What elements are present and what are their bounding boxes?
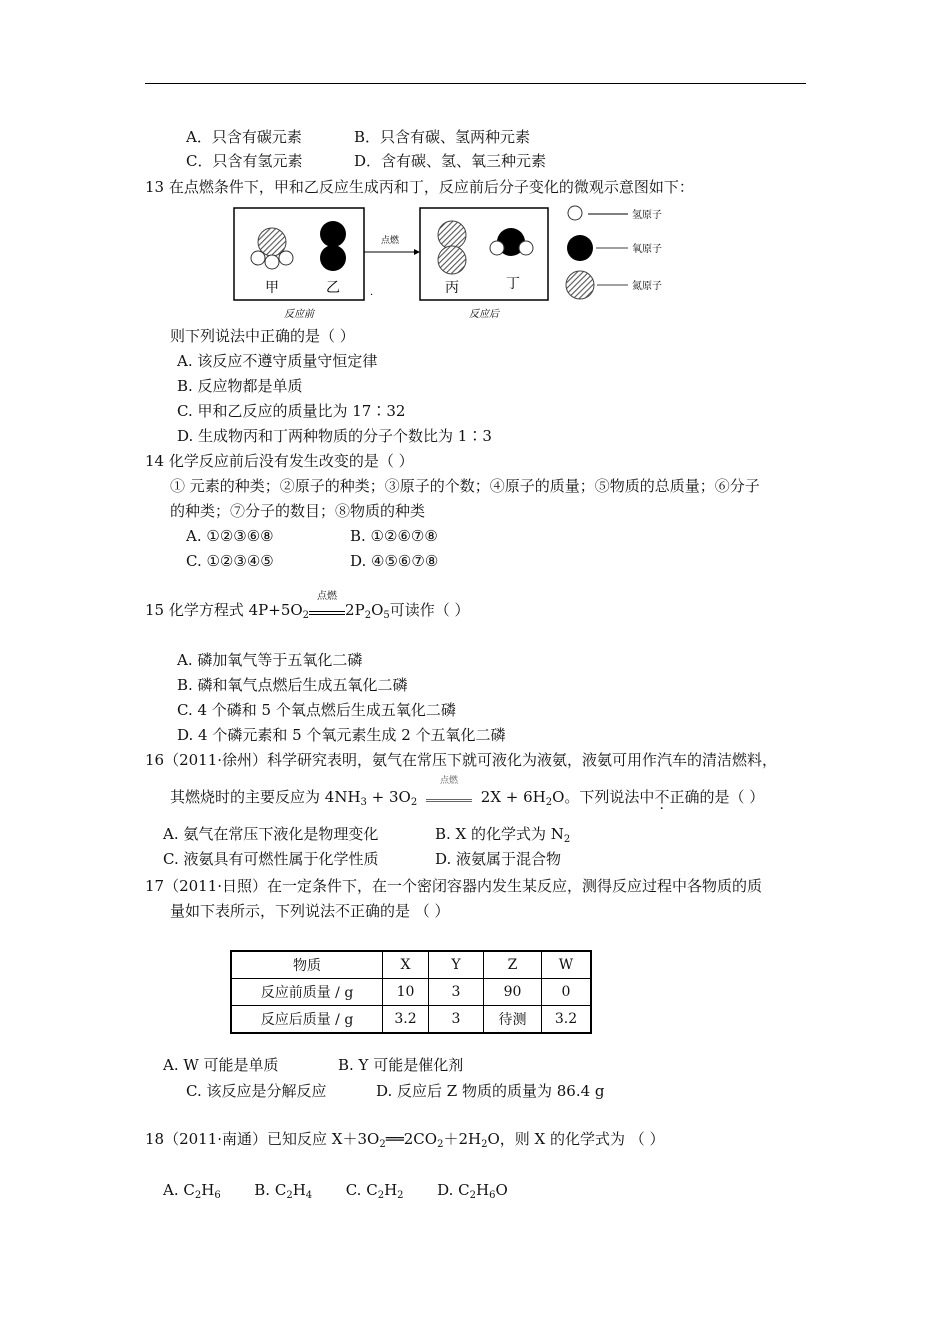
q15-option-b: B. 磷和氧气点燃后生成五氧化二磷 xyxy=(177,676,408,694)
after-caption: 反应后 xyxy=(469,309,499,320)
q15-option-d: D. 4 个磷元素和 5 个氧元素生成 2 个五氧化二磷 xyxy=(177,726,506,744)
svg-text:·: · xyxy=(370,290,374,301)
q17-option-c: C. 该反应是分解反应 xyxy=(186,1082,327,1100)
ding-hydrogen-atom xyxy=(490,241,504,255)
molecule-diagram xyxy=(230,200,690,325)
bing-nitrogen-atom xyxy=(438,221,466,249)
table-cell: 3.2 xyxy=(383,1006,429,1034)
yi-oxygen-atom xyxy=(320,221,346,247)
table-cell: 反应后质量 / g xyxy=(231,1006,383,1034)
jia-hydrogen-atom xyxy=(265,255,279,269)
q13-option-b: B. 反应物都是单质 xyxy=(177,377,303,395)
table-cell: 反应前质量 / g xyxy=(231,979,383,1006)
q17-mass-table xyxy=(230,950,592,1034)
q13-option-d: D. 生成物丙和丁两种物质的分子个数比为 1∶3 xyxy=(177,427,492,445)
q15-option-c: C. 4 个磷和 5 个氧点燃后生成五氧化二磷 xyxy=(177,701,456,719)
q12-option-d: D．含有碳、氢、氧三种元素 xyxy=(354,152,547,170)
q14-line1: ① 元素的种类；②原子的种类；③原子的个数；④原子的质量；⑤物质的总质量；⑥分子 xyxy=(170,477,760,495)
legend-hydrogen-icon xyxy=(568,206,582,220)
legend-nitrogen-label: 氮原子 xyxy=(632,281,662,292)
legend-hydrogen-label: 氢原子 xyxy=(632,210,662,221)
q16-line2: 其燃烧时的主要反应为 $4NH_3 + 3O_2$ 点燃 $2X + 6H_2O$。下列说法中不正确的是（ ） xyxy=(170,776,765,808)
q17-option-d: D. 反应后 Z 物质的质量为 86.4 g xyxy=(376,1082,605,1100)
q15-condition: 点燃 xyxy=(317,591,338,602)
q14-stem: 14 化学反应前后没有发生改变的是（ ） xyxy=(145,452,414,470)
header-rule xyxy=(145,83,806,84)
q18-options xyxy=(163,1180,508,1206)
table-cell: Z xyxy=(484,951,542,979)
legend-oxygen-icon xyxy=(567,235,593,261)
table-cell: 3.2 xyxy=(542,1006,592,1034)
q18-option-a: A. $C_2H_6$ xyxy=(163,1181,221,1201)
legend-oxygen-label: 氧原子 xyxy=(632,244,662,255)
jia-label: 甲 xyxy=(265,280,279,296)
q18-option-d: D. $C_2H_6O$ xyxy=(437,1181,508,1201)
table-cell: W xyxy=(542,951,592,979)
q17-option-b: B. Y 可能是催化剂 xyxy=(338,1056,464,1074)
table-row xyxy=(231,1006,591,1034)
q16-line1: 16（2011·徐州）科学研究表明，氨气在常压下就可液化为液氨，液氨可用作汽车的清洁燃料， xyxy=(145,751,778,769)
q15-option-a: A. 磷加氧气等于五氧化二磷 xyxy=(177,651,363,669)
q12-option-b: B．只含有碳、氢两种元素 xyxy=(354,128,531,146)
q18-option-b: B. $C_2H_4$ xyxy=(254,1181,313,1201)
q14-line2: 的种类；⑦分子的数目；⑧物质的种类 xyxy=(170,502,426,520)
table-cell: 10 xyxy=(383,979,429,1006)
q13-option-c: C. 甲和乙反应的质量比为 17∶32 xyxy=(177,402,406,420)
table-cell: X xyxy=(383,951,429,979)
arrow-condition: 点燃 xyxy=(380,236,400,246)
q17-line2: 量如下表所示，下列说法不正确的是 （ ） xyxy=(170,902,450,920)
q13-stem: 13 在点燃条件下，甲和乙反应生成丙和丁，反应前后分子变化的微观示意图如下： xyxy=(145,178,694,196)
q15-equation: 15 化学方程式 $4P+5O_2$ 点燃 $2P_2O_5$可读作（ ） xyxy=(145,591,470,621)
jia-hydrogen-atom xyxy=(279,251,293,265)
jia-hydrogen-atom xyxy=(251,251,265,265)
q16-condition: 点燃 xyxy=(440,776,459,786)
table-cell: 90 xyxy=(484,979,542,1006)
bing-nitrogen-atom xyxy=(438,246,466,274)
q16-emphasis: 不正确 xyxy=(654,788,700,806)
q14-option-b: B. ①②⑥⑦⑧ xyxy=(350,527,438,545)
q14-option-a: A. ①②③⑥⑧ xyxy=(186,527,274,545)
q13-option-a: A. 该反应不遵守质量守恒定律 xyxy=(177,352,378,370)
q14-option-d: D. ④⑤⑥⑦⑧ xyxy=(350,552,439,570)
q18-option-c: C. $C_2H_2$ xyxy=(345,1181,404,1201)
q13-prompt: 则下列说法中正确的是（ ） xyxy=(170,327,355,345)
table-row xyxy=(231,979,591,1006)
q17-option-a: A. W 可能是单质 xyxy=(163,1056,279,1074)
table-cell: 待测 xyxy=(484,1006,542,1034)
legend-nitrogen-icon xyxy=(566,271,594,299)
ding-label: 丁 xyxy=(506,276,520,292)
q16-option-c: C. 液氨具有可燃性属于化学性质 xyxy=(163,850,379,868)
bing-label: 丙 xyxy=(445,280,459,296)
table-cell: Y xyxy=(429,951,484,979)
q12-option-c: C．只含有氢元素 xyxy=(186,152,303,170)
q14-option-c: C. ①②③④⑤ xyxy=(186,552,274,570)
before-caption: 反应前 xyxy=(284,309,314,320)
table-header-row xyxy=(231,951,591,979)
q18-stem: 18（2011·南通）已知反应 $X+3O_2══2CO_2+2H_2O$，则 X 的化学式为 （ ） xyxy=(145,1130,665,1150)
q16-option-d: D. 液氨属于混合物 xyxy=(435,850,562,868)
q12-option-a: A．只含有碳元素 xyxy=(186,128,302,146)
q16-option-a: A. 氨气在常压下液化是物理变化 xyxy=(163,825,379,843)
table-cell: 0 xyxy=(542,979,592,1006)
q16-option-b: B. X 的化学式为 $N_2$ xyxy=(435,825,571,845)
table-cell: 3 xyxy=(429,1006,484,1034)
yi-label: 乙 xyxy=(326,280,340,296)
table-cell: 3 xyxy=(429,979,484,1006)
ding-hydrogen-atom xyxy=(519,241,533,255)
yi-oxygen-atom xyxy=(320,245,346,271)
table-cell: 物质 xyxy=(231,951,383,979)
q17-line1: 17（2011·日照）在一定条件下，在一个密闭容器内发生某反应，测得反应过程中各物质的质 xyxy=(145,877,763,895)
